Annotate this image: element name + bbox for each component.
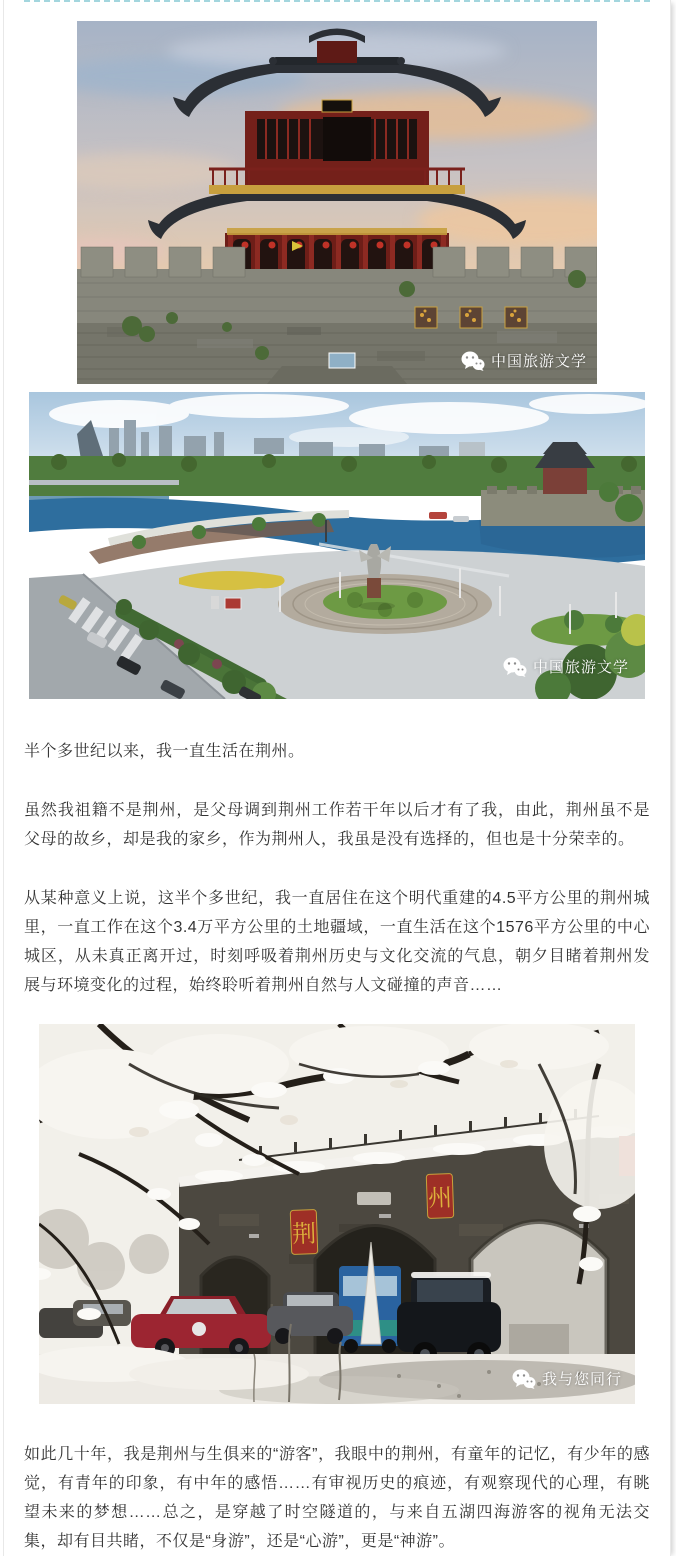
photo-gate-tower-sunset[interactable]: [77, 21, 597, 384]
snowy-gate-illustration: [39, 1024, 635, 1404]
watermark-text: 中国旅游文学: [490, 353, 587, 370]
photo-aerial-plaza[interactable]: [29, 392, 645, 699]
black-suv: [397, 1272, 501, 1366]
paragraph: 虽然我祖籍不是荆州，是父母调到荆州工作若干年以后才有了我，由此，荆州虽不是父母的故乡，却是我的家乡，作为荆州人，我虽是没有选择的，但也是十分荣幸的。: [24, 802, 650, 848]
boats: [429, 512, 469, 522]
gate-banner-left-char: 荆: [291, 1220, 317, 1249]
photo-snowy-gate[interactable]: [39, 1024, 635, 1404]
paragraph: 从某种意义上说，这半个多世纪，我一直居住在这个明代重建的4.5平方公里的荆州城里，一直工作在这个3.4万平方公里的土地疆域，一直生活在这个1576平方公里的中心城区，从未真正离开过，时刻呼吸着荆州历史与文化交流的气息，朝夕目睹着荆州发展与环境变化的过程，始终聆听着荆州自然与人文碰撞的声音……: [24, 890, 650, 994]
signboards: [211, 596, 241, 609]
watermark-text: 我与您同行: [541, 1371, 622, 1388]
aerial-plaza-illustration: [29, 392, 645, 699]
article-page: [3, 0, 671, 1556]
statue: [367, 544, 381, 578]
gate-tower-sunset-illustration: [77, 21, 597, 384]
wall-plaques: [415, 307, 527, 328]
watermark-text: 中国旅游文学: [532, 659, 629, 676]
article-content: [24, 0, 650, 1556]
statue-pedestal: [367, 578, 381, 598]
paragraph: 半个多世纪以来，我一直生活在荆州。: [24, 743, 305, 760]
paragraph: 如此几十年，我是荆州与生俱来的“游客”，我眼中的荆州，有童年的记忆，有少年的感觉，有青年的印象，有中年的感悟……有审视历史的痕迹，有观察现代的心理，有眺望未来的梦想……总之，是穿越了时空隧道的，与来自五湖四海游客的视角无法交集，却有目共睹，不仅是“身游”，还是“心游”，更是“神游”。: [24, 1446, 650, 1550]
gate-banner-right-char: 州: [427, 1184, 453, 1213]
